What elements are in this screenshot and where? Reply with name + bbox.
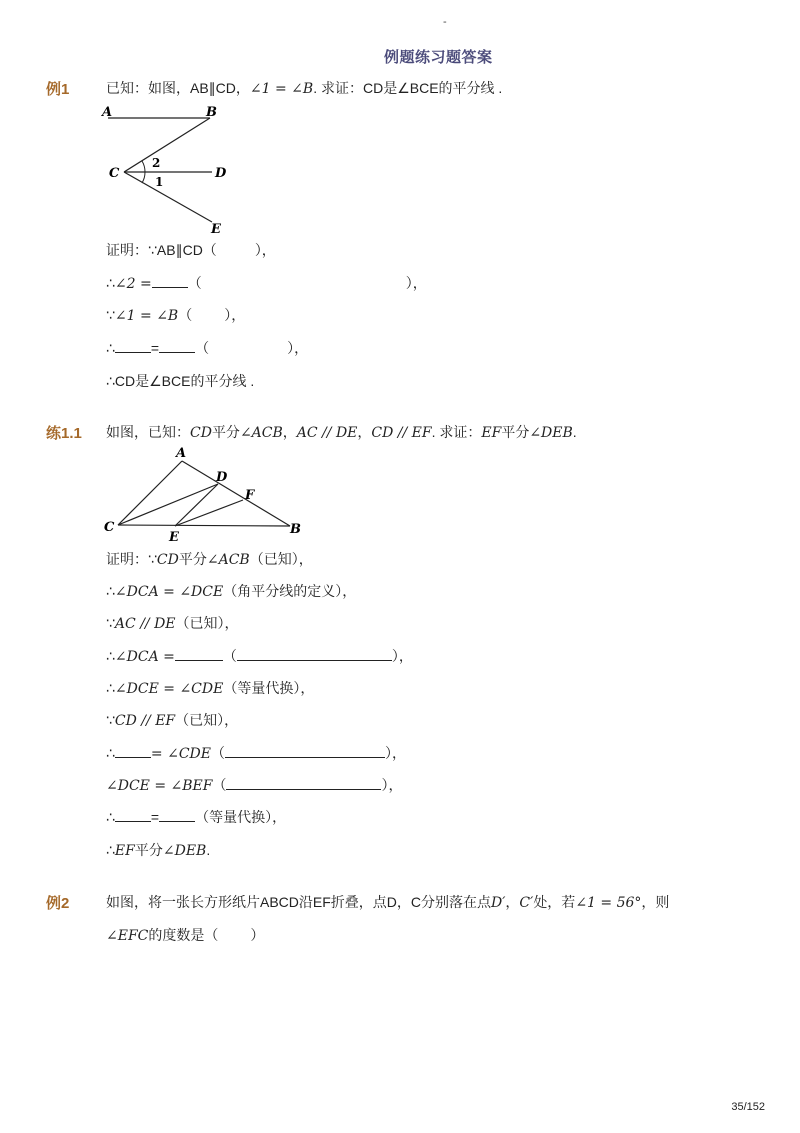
example-2-label: 例2 [46,895,70,912]
proof-2-line-9: ∴ = （等量代换）， [106,809,287,825]
answer-blank[interactable] [115,340,151,353]
example-1-figure [100,100,240,240]
example-2-line-1: 如图，将一张长方形纸片ABCD沿EF折叠，点D，C分别落在点D′，C′处，若∠1 = 56°，则 [106,894,670,911]
proof-2-line-1: 证明：∵CD平分∠ACB（已知）， [106,551,313,568]
label-d: D [215,166,227,181]
header-dash: - [443,16,447,28]
line-ce [124,172,212,222]
proof-2-line-10: ∴EF平分∠DEB. [106,842,211,859]
line-cd [118,484,218,525]
label-a: A [176,446,187,461]
math-expression: ∠1 = ∠B [249,81,314,97]
proof-1-line-4: ∴ = （ ）， [106,340,309,356]
label-e: E [169,530,179,544]
line-ab [182,461,290,526]
example-1-statement: 已知：如图，AB∥CD，∠1 = ∠B. 求证：CD是∠BCE的平分线 . [106,80,503,97]
line-cb [118,525,290,526]
proof-2-line-7: ∴ = ∠CDE（ ）， [106,745,406,762]
page-title: 例题练习题答案 [384,49,493,66]
answer-blank[interactable] [159,340,195,353]
proof-2-line-6: ∵CD // EF（已知）， [106,712,239,729]
exercise-1-1-figure [100,444,310,544]
label-b: B [290,522,301,537]
line-ef [175,500,243,526]
answer-blank[interactable] [115,809,151,822]
answer-blank[interactable] [152,275,188,288]
label-b: B [206,105,217,120]
proof-1-line-3: ∵∠1 = ∠B（ ）， [106,307,246,324]
proof-2-line-5: ∴∠DCE = ∠CDE（等量代换）， [106,680,315,697]
proof-2-line-8: ∠DCE = ∠BEF（ ）， [106,777,403,794]
label-a: A [102,105,113,120]
label-e: E [211,222,221,237]
example-2-line-2: ∠EFC的度数是（ ） [106,927,265,944]
answer-blank[interactable] [175,648,223,661]
page-number: 35/152 [731,1101,765,1113]
example-1-label: 例1 [46,81,70,98]
label-angle-1: 1 [155,175,164,189]
line-ca [118,461,182,525]
label-c: C [109,166,120,181]
answer-blank[interactable] [159,809,195,822]
proof-1-line-1: 证明：∵AB∥CD（ ）， [106,242,276,258]
proof-2-line-3: ∵AC // DE（已知）， [106,615,239,632]
angle-2-arc [142,161,145,172]
label-d: D [216,470,228,485]
reason-blank[interactable] [237,648,392,661]
proof-2-line-4: ∴∠DCA = （ ）， [106,648,413,665]
label-angle-2: 2 [152,156,161,170]
label-c: C [104,520,115,535]
exercise-1-1-statement: 如图，已知：CD平分∠ACB，AC // DE，CD // EF. 求证：EF平分∠DEB. [106,424,577,441]
proof-2-line-2: ∴∠DCA = ∠DCE（角平分线的定义）， [106,583,357,600]
exercise-1-1-label: 练1.1 [46,425,82,442]
reason-blank[interactable] [225,745,385,758]
angle-1-arc [142,172,145,183]
proof-1-line-2: ∴∠2 = （ ）， [106,275,427,292]
line-cb [124,118,210,172]
line-ed [175,484,218,526]
answer-blank[interactable] [115,745,151,758]
label-f: F [245,488,255,503]
reason-blank[interactable] [226,777,381,790]
proof-1-line-5: ∴CD是∠BCE的平分线 . [106,373,255,389]
